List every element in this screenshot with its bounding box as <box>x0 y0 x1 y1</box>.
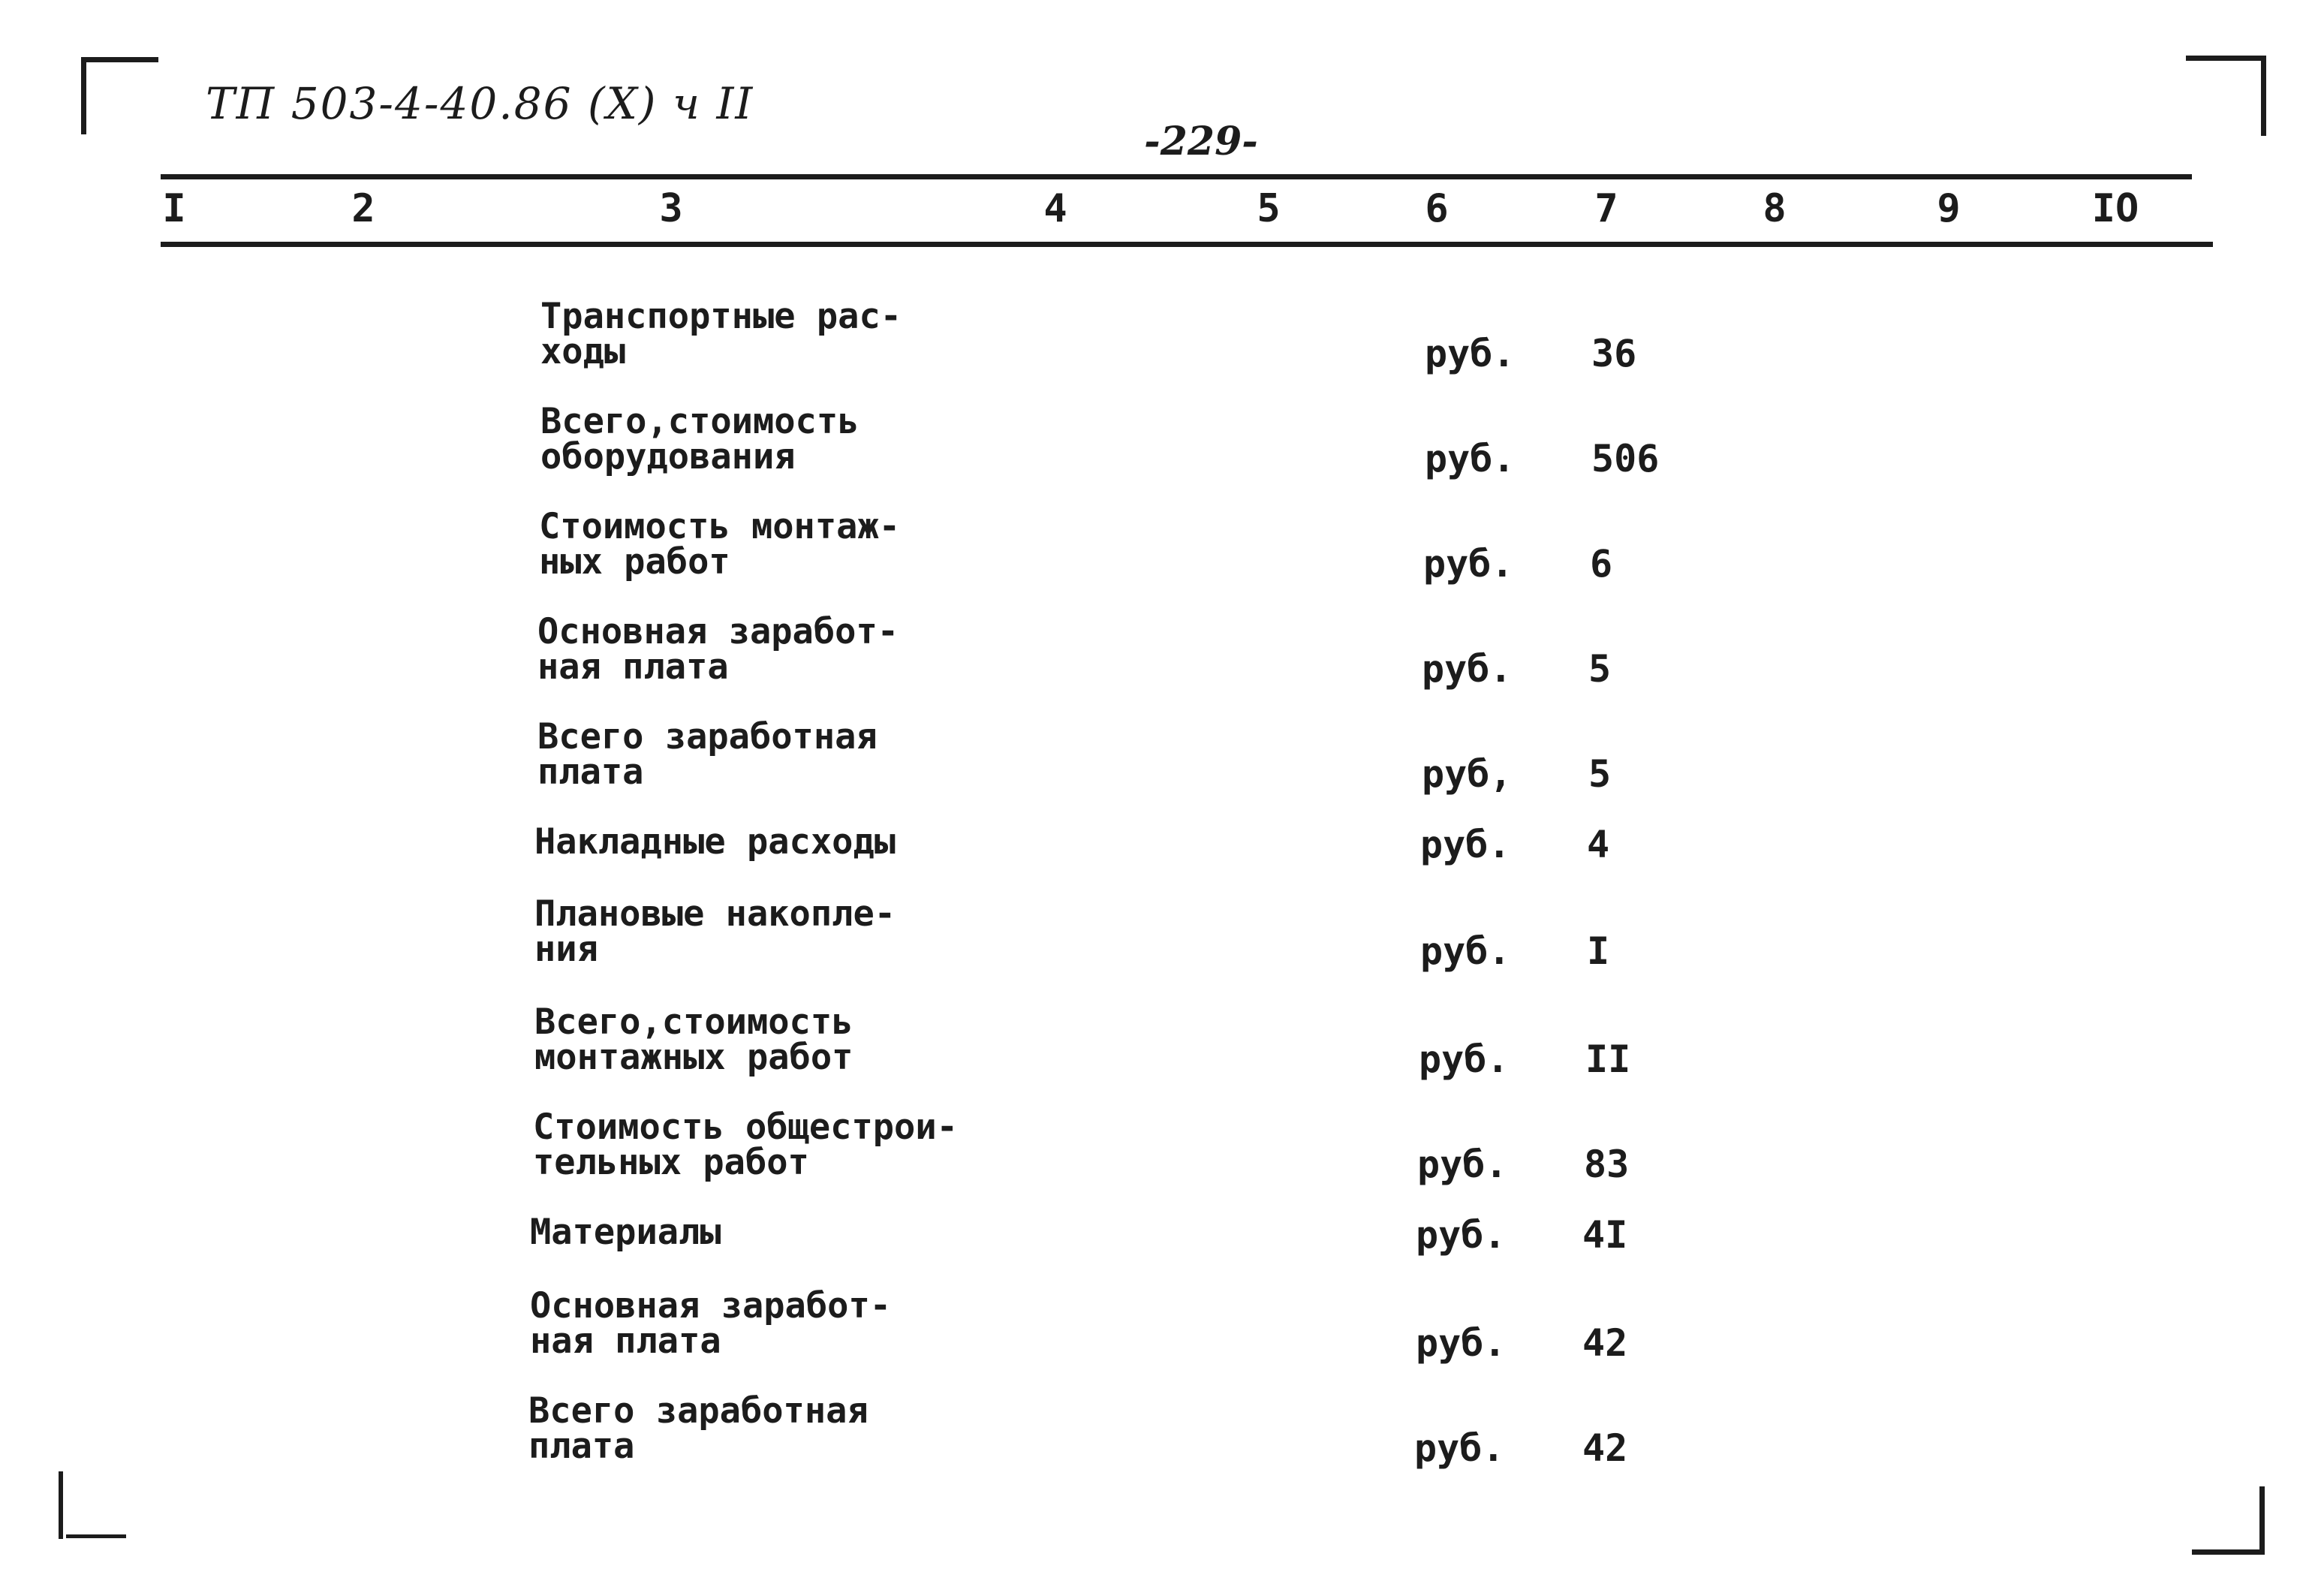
row-label: Основная заработ- ная плата <box>537 611 899 688</box>
row-label: Основная заработ- ная плата <box>530 1285 892 1362</box>
row-unit: руб. <box>1425 437 1516 480</box>
column-number-2: 2 <box>351 186 375 231</box>
row-value: 4 <box>1587 823 1610 866</box>
corner-mark-bottom-left-tick <box>66 1534 126 1538</box>
row-value: 5 <box>1588 647 1612 691</box>
row-value: 6 <box>1590 542 1613 586</box>
table-header-top-rule <box>161 174 2192 179</box>
row-value: 83 <box>1584 1143 1630 1186</box>
row-unit: руб. <box>1416 1321 1507 1365</box>
column-number-5: 5 <box>1257 186 1281 231</box>
column-number-9: 9 <box>1937 186 1961 231</box>
row-value: 36 <box>1591 332 1637 375</box>
column-number-3: 3 <box>659 186 683 231</box>
column-number-4: 4 <box>1043 186 1067 231</box>
page-number: -229- <box>1144 119 1258 164</box>
row-label: Всего,стоимость оборудования <box>540 401 859 477</box>
row-label: Всего,стоимость монтажных работ <box>534 1001 853 1078</box>
corner-mark-top-right <box>2186 56 2266 136</box>
column-number-1: I <box>162 186 186 231</box>
row-unit: руб. <box>1423 542 1514 586</box>
document-code: ТП 503-4-40.86 (Х) ч II <box>206 78 754 129</box>
column-number-7: 7 <box>1594 186 1618 231</box>
row-value: 5 <box>1588 752 1612 796</box>
row-label: Стоимость монтаж- ных работ <box>539 506 901 583</box>
corner-mark-top-left <box>81 57 158 134</box>
row-unit: руб, <box>1422 752 1513 796</box>
row-unit: руб. <box>1414 1426 1505 1470</box>
row-value: II <box>1585 1037 1631 1081</box>
row-value: 506 <box>1591 437 1660 480</box>
row-unit: руб. <box>1420 929 1511 973</box>
row-value: 4I <box>1582 1213 1628 1257</box>
row-label: Накладные расходы <box>534 821 896 863</box>
row-unit: руб. <box>1419 1037 1510 1081</box>
row-label: Материалы <box>530 1212 721 1253</box>
row-unit: руб. <box>1420 823 1511 866</box>
row-label: Стоимость общестрои- тельных работ <box>533 1107 958 1183</box>
row-unit: руб. <box>1422 647 1513 691</box>
table-header-bottom-rule <box>161 242 2213 247</box>
row-label: Плановые накопле- ния <box>534 893 896 970</box>
row-label: Транспортные рас- ходы <box>540 296 902 372</box>
row-unit: руб. <box>1417 1143 1508 1186</box>
row-label: Всего заработная плата <box>537 716 878 793</box>
corner-mark-bottom-left <box>59 1471 131 1539</box>
row-unit: руб. <box>1416 1213 1507 1257</box>
row-value: I <box>1587 929 1610 973</box>
row-value: 42 <box>1582 1321 1628 1365</box>
corner-mark-bottom-right <box>2192 1486 2265 1555</box>
row-value: 42 <box>1582 1426 1628 1470</box>
row-unit: руб. <box>1425 332 1516 375</box>
column-number-6: 6 <box>1425 186 1449 231</box>
row-label: Всего заработная плата <box>528 1390 869 1467</box>
column-number-8: 8 <box>1763 186 1787 231</box>
column-number-10: IO <box>2091 186 2139 231</box>
